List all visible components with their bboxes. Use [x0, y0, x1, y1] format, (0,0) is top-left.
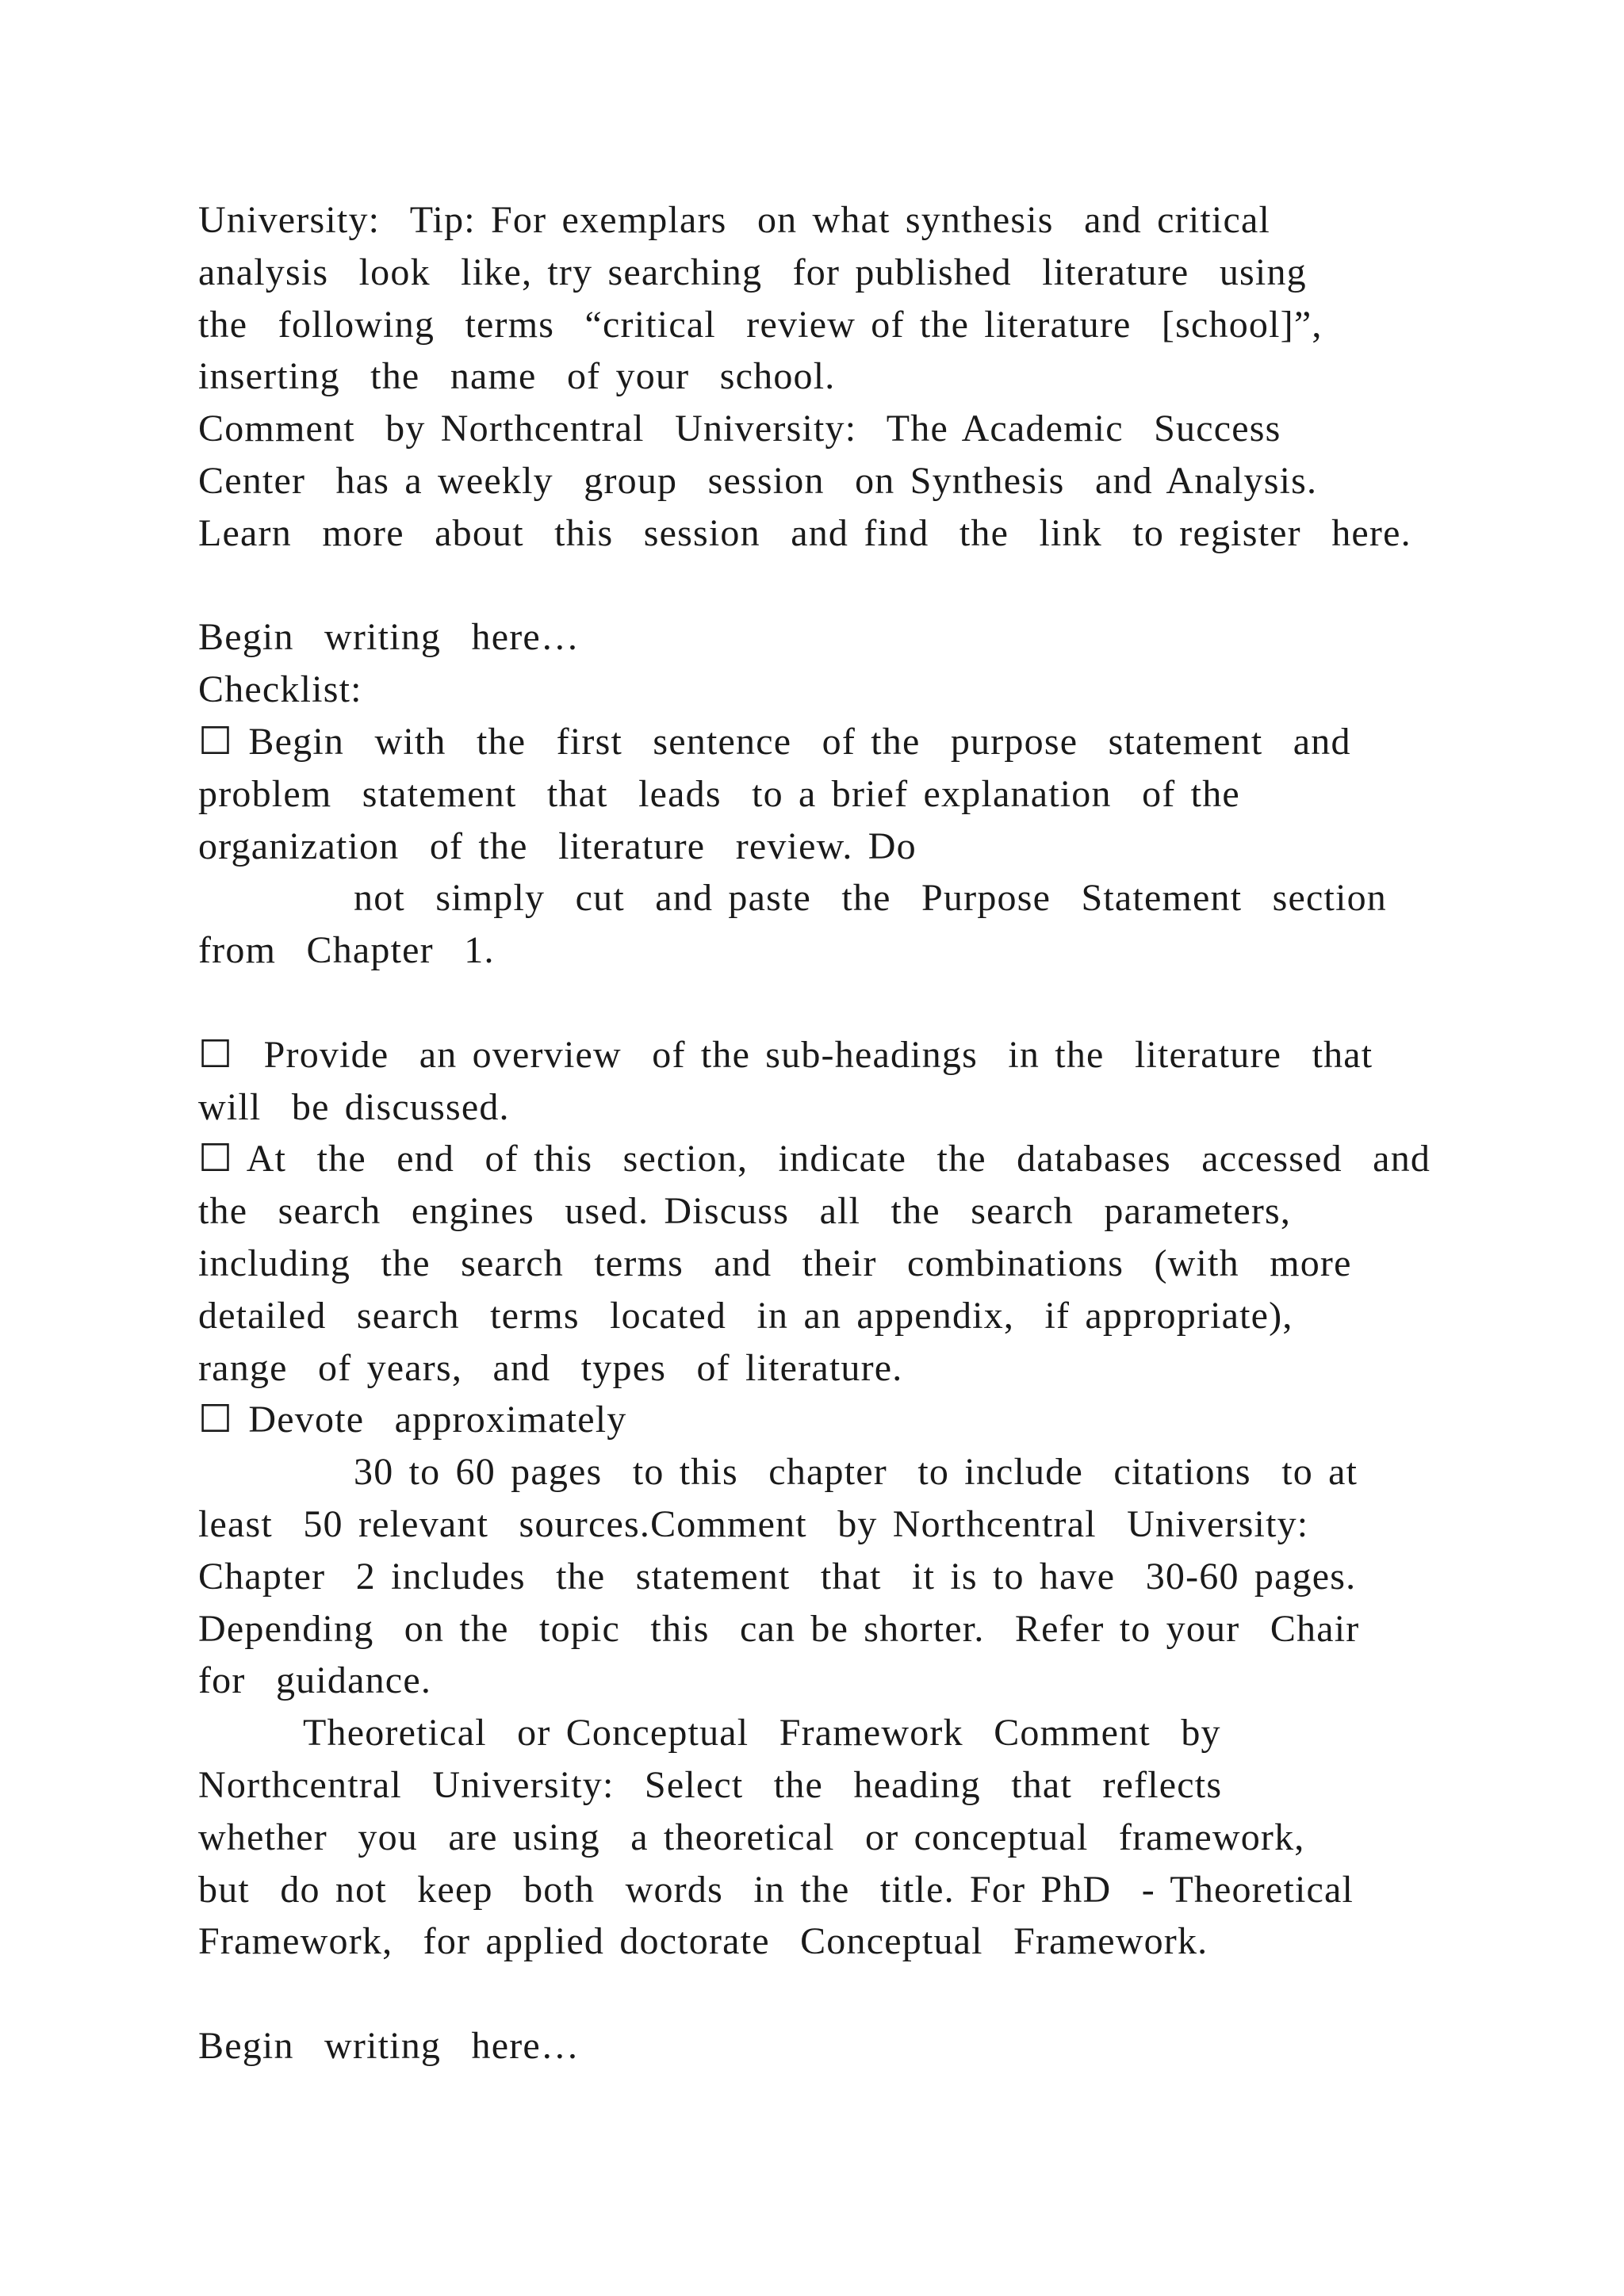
text-line: Center has a weekly group session on Synthesis and Analysis. — [198, 459, 1318, 502]
text-line: problem statement that leads to a brief explanation of the — [198, 772, 1240, 815]
text-line: from Chapter 1. — [198, 929, 495, 972]
text-line: whether you are using a theoretical or conceptual framework, — [198, 1816, 1305, 1858]
text-line: Northcentral University: Select the heading that reflects — [198, 1763, 1223, 1806]
text-line: 30 to 60 pages to this chapter to include citations to at — [354, 1451, 1358, 1494]
text-line: Comment by Northcentral University: The Academic Success — [198, 408, 1281, 450]
text-line: Learn more about this session and find the link to register here. — [198, 511, 1411, 554]
text-line: the search engines used. Discuss all the search parameters, — [198, 1190, 1292, 1233]
begin-writing-placeholder: Begin writing here… — [198, 616, 580, 659]
text-line: will be discussed. — [198, 1085, 510, 1128]
blank-line — [198, 560, 1451, 612]
text-line: Depending on the topic this can be shorter. Refer to your Chair — [198, 1607, 1360, 1650]
text-line: range of years, and types of literature. — [198, 1346, 903, 1389]
checklist-item-line: ☐ Devote approximately — [198, 1399, 627, 1441]
text-line: inserting the name of your school. — [198, 355, 836, 398]
text-line: Framework, for applied doctorate Conceptual Framework. — [198, 1920, 1208, 1963]
checklist-item-line: ☐ At the end of this section, indicate the databases accessed and — [198, 1138, 1431, 1181]
text-line: organization of the literature review. Do — [198, 825, 917, 867]
text-line: Chapter 2 includes the statement that it is to have 30-60 pages. — [198, 1555, 1357, 1598]
text-line: detailed search terms located in an appendix, if appropriate), — [198, 1294, 1293, 1337]
section-heading: Theoretical or Conceptual Framework Comment by — [303, 1712, 1221, 1755]
blank-line — [198, 1968, 1451, 2020]
text-line: for guidance. — [198, 1659, 432, 1702]
text-line: not simply cut and paste the Purpose Statement section — [354, 877, 1388, 920]
checklist-heading: Checklist: — [198, 668, 362, 711]
checklist-item-line: ☐ Begin with the first sentence of the purpose statement and — [198, 720, 1351, 763]
text-line: University: Tip: For exemplars on what synthesis and critical — [198, 199, 1271, 241]
text-line: but do not keep both words in the title. For PhD - Theoretical — [198, 1868, 1354, 1911]
begin-writing-placeholder: Begin writing here… — [198, 2024, 580, 2067]
text-line: least 50 relevant sources.Comment by Northcentral University: — [198, 1502, 1309, 1545]
document-body — [198, 194, 1451, 2072]
checklist-item-line: ☐ Provide an overview of the sub-headings in the literature that — [198, 1033, 1373, 1076]
text-line: including the search terms and their combinations (with more — [198, 1242, 1352, 1284]
text-line: analysis look like, try searching for published literature using — [198, 251, 1307, 293]
text-line: the following terms “critical review of the literature [school]”, — [198, 303, 1323, 346]
blank-line — [198, 977, 1451, 1029]
